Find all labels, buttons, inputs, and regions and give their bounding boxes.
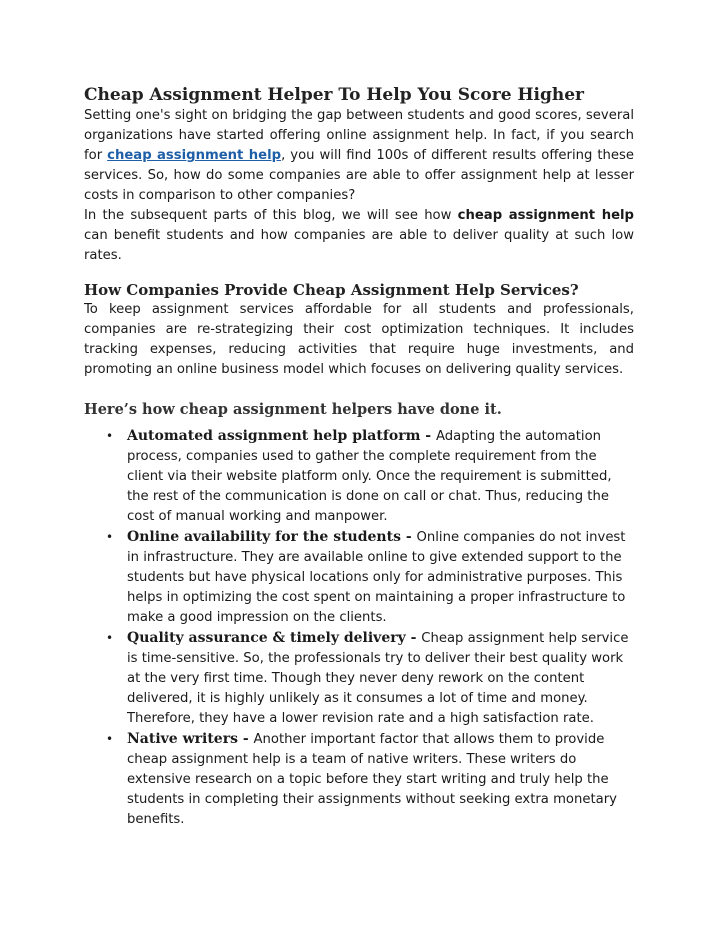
intro-text-start: Setting one's sight on bridging the gap between students and good scores, several organizations have started offering online assignment help. In fact, if you search for <box>84 108 634 163</box>
list-item <box>84 527 634 628</box>
document-page <box>84 84 634 830</box>
methods-list <box>84 426 634 830</box>
list-item-title: Quality assurance & timely delivery - <box>127 630 422 646</box>
overview-bold-keyword: cheap assignment help <box>457 208 634 223</box>
list-item-text: Cheap assignment help service is time-sensitive. So, the professionals try to deliver their best quality work at the very first time. Though they never deny rework on the content delivered, it is highly unlikely as it consumes a lot of time and money. Therefore, they have a lower revision rate and a high satisfaction rate. <box>127 631 629 726</box>
section-heading-how-done: Here’s how cheap assignment helpers have done it. <box>84 401 502 418</box>
list-item-text: Another important factor that allows them to provide cheap assignment help is a team of native writers. These writers do extensive research on a topic before they start writing and truly help the students in completing their assignments without seeking extra monetary benefits. <box>127 732 617 827</box>
overview-text-start: In the subsequent parts of this blog, we will see how <box>84 208 458 223</box>
bullet-icon: • <box>106 429 114 443</box>
list-item-text: Adapting the automation process, companies used to gather the complete requirement from the client via their website platform only. Once the requirement is submitted, the rest of the communication is done on call or chat. Thus, reducing the cost of manual working and manpower. <box>127 429 612 524</box>
bullet-icon: • <box>106 631 114 645</box>
list-item <box>84 729 634 830</box>
list-item-text: Online companies do not invest in infrastructure. They are available online to give extended support to the students but have physical locations only for administrative purposes. This helps in optimizing the cost spent on maintaining a proper infrastructure to make a good impression on the clients. <box>127 530 626 625</box>
list-item-title: Native writers - <box>127 731 254 747</box>
bullet-icon: • <box>106 732 114 746</box>
cost-strategy-paragraph: To keep assignment services affordable for all students and professionals, companies are re-strategizing their cost optimization techniques. It includes tracking expenses, reducing activities that require huge investments, and promoting an online business model which focuses on delivering quality services. <box>84 302 634 377</box>
cheap-assignment-help-link[interactable]: cheap assignment help <box>107 148 282 163</box>
list-item-title: Automated assignment help platform - <box>127 428 436 444</box>
list-item <box>84 628 634 729</box>
list-item <box>84 426 634 527</box>
bullet-icon: • <box>106 530 114 544</box>
list-item-title: Online availability for the students - <box>127 529 417 545</box>
page-title: Cheap Assignment Helper To Help You Score Higher <box>84 85 584 105</box>
overview-text-end: can benefit students and how companies are able to deliver quality at such low rates. <box>84 228 634 263</box>
intro-paragraph <box>84 106 634 206</box>
intro-text-end: , you will find 100s of different results offering these services. So, how do some companies are able to offer assignment help at lesser costs in comparison to other companies? <box>84 148 634 203</box>
section-heading-how-companies: How Companies Provide Cheap Assignment Help Services? <box>84 281 579 299</box>
blog-overview-paragraph <box>84 206 634 266</box>
